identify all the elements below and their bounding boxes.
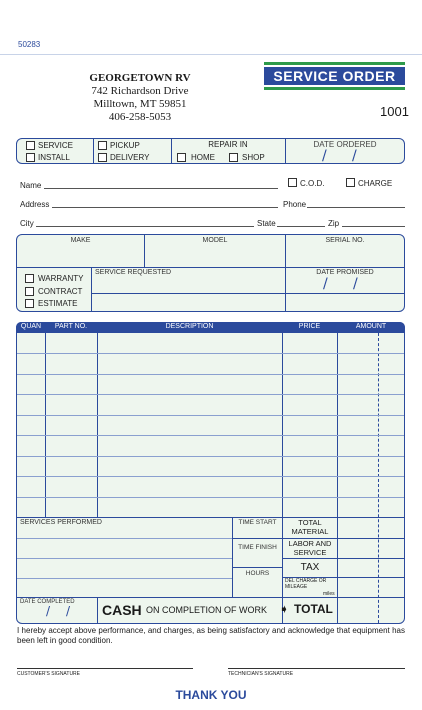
date-completed-label: DATE COMPLETED [20, 599, 75, 605]
divider [91, 268, 92, 311]
warranty-label: WARRANTY [38, 274, 84, 283]
form-title: SERVICE ORDER [264, 67, 405, 85]
divider [93, 139, 94, 163]
header-description: DESCRIPTION [165, 323, 214, 330]
table-row [17, 374, 404, 375]
contract-label: CONTRACT [38, 287, 83, 296]
thank-you: THANK YOU [175, 688, 247, 702]
divider [17, 267, 404, 268]
table-row [17, 456, 404, 457]
city-label: City [20, 219, 34, 228]
cents-line [378, 333, 379, 623]
customer-signature-line[interactable] [17, 668, 193, 669]
service-line [17, 578, 232, 579]
hours-label: HOURS [245, 570, 270, 577]
time-finish-label: TIME FINISH [238, 544, 277, 551]
shop-label: SHOP [242, 153, 265, 162]
technician-signature-line[interactable] [228, 668, 405, 669]
miles-label: miles [323, 591, 335, 597]
header-amount: AMOUNT [355, 323, 387, 330]
col-line [97, 333, 98, 517]
home-label: HOME [191, 153, 215, 162]
contract-checkbox[interactable] [25, 287, 34, 296]
divider [233, 538, 282, 539]
del-charge-label: DEL CHARGE OR MILEAGE [285, 578, 327, 590]
shop-checkbox[interactable] [229, 153, 238, 162]
address-label: Address [20, 200, 50, 209]
technician-signature-label: TECHNICIAN'S SIGNATURE [228, 671, 294, 677]
table-row [17, 394, 404, 395]
charge-checkbox[interactable] [346, 178, 355, 187]
col-line [282, 333, 283, 623]
table-row [17, 415, 404, 416]
delivery-label: DELIVERY [110, 153, 150, 162]
name-field[interactable] [44, 188, 278, 189]
divider [283, 558, 404, 559]
cod-label: C.O.D. [300, 179, 325, 188]
estimate-label: ESTIMATE [38, 299, 78, 308]
total-label: TOTAL [294, 602, 333, 616]
company-name: GEORGETOWN RV [89, 72, 191, 84]
table-row [17, 353, 404, 354]
arrow-right-icon: ➧ [279, 602, 290, 616]
zip-field[interactable] [342, 226, 405, 227]
col-line [232, 517, 233, 597]
form-number: 50283 [18, 40, 41, 49]
total-material-label: TOTAL MATERIAL [291, 518, 329, 536]
service-requested-label: SERVICE REQUESTED [95, 269, 172, 276]
company-phone: 406-258-5053 [108, 111, 172, 123]
date-slash: / [353, 276, 358, 292]
model-label: MODEL [202, 237, 228, 244]
title-bar-top [264, 62, 405, 65]
pickup-label: PICKUP [110, 141, 140, 150]
col-line [45, 333, 46, 517]
title-bar-bottom [264, 87, 405, 90]
date-promised-label: DATE PROMISED [316, 269, 374, 276]
company-block [60, 72, 220, 123]
serial-label: SERIAL NO. [325, 237, 365, 244]
table-row [17, 517, 404, 518]
date-slash: / [322, 148, 327, 164]
company-city: Milltown, MT 59851 [93, 98, 187, 110]
home-checkbox[interactable] [177, 153, 186, 162]
city-field[interactable] [36, 226, 254, 227]
header-quan: QUAN [20, 323, 42, 330]
divider [92, 293, 404, 294]
cash-label: CASH [102, 602, 142, 618]
table-row [17, 435, 404, 436]
service-label: SERVICE [38, 141, 73, 150]
customer-signature-label: CUSTOMER'S SIGNATURE [17, 671, 80, 677]
state-field[interactable] [277, 226, 325, 227]
divider [233, 567, 282, 568]
charge-label: CHARGE [358, 179, 393, 188]
service-line [17, 538, 232, 539]
delivery-checkbox[interactable] [98, 153, 107, 162]
tax-label: TAX [300, 562, 320, 573]
date-slash: / [352, 148, 357, 164]
warranty-checkbox[interactable] [25, 274, 34, 283]
phone-field[interactable] [307, 207, 405, 208]
order-number: 1001 [380, 104, 409, 119]
services-performed-label: SERVICES PERFORMED [20, 519, 102, 526]
state-label: State [257, 219, 276, 228]
divider [283, 597, 404, 598]
install-checkbox[interactable] [26, 153, 35, 162]
header-price: PRICE [298, 323, 321, 330]
acceptance-text: I hereby accept above performance, and charges, as being satisfactory and acknowledge that equipment has been left in good condition. [17, 626, 405, 645]
repair-in-label: REPAIR IN [208, 140, 248, 149]
service-line [17, 558, 232, 559]
top-divider [0, 54, 422, 55]
col-line [337, 333, 338, 623]
table-row [17, 476, 404, 477]
zip-label: Zip [328, 219, 340, 228]
date-slash: / [323, 276, 328, 292]
time-start-label: TIME START [238, 519, 277, 526]
col-line [97, 598, 98, 623]
cod-checkbox[interactable] [288, 178, 297, 187]
install-label: INSTALL [38, 153, 70, 162]
date-ordered-label: DATE ORDERED [313, 140, 377, 149]
estimate-checkbox[interactable] [25, 299, 34, 308]
make-label: MAKE [70, 237, 91, 244]
table-row [17, 497, 404, 498]
phone-label: Phone [283, 200, 307, 209]
date-slash: / [46, 604, 51, 618]
service-checkbox[interactable] [26, 141, 35, 150]
on-completion-label: ON COMPLETION OF WORK [146, 605, 268, 615]
header-part: PART NO. [54, 323, 88, 330]
address-field[interactable] [52, 207, 278, 208]
pickup-checkbox[interactable] [98, 141, 107, 150]
date-slash: / [66, 604, 71, 618]
name-label: Name [20, 181, 42, 190]
company-address: 742 Richardson Drive [91, 85, 189, 97]
labor-service-label: LABOR AND SERVICE [288, 539, 332, 557]
